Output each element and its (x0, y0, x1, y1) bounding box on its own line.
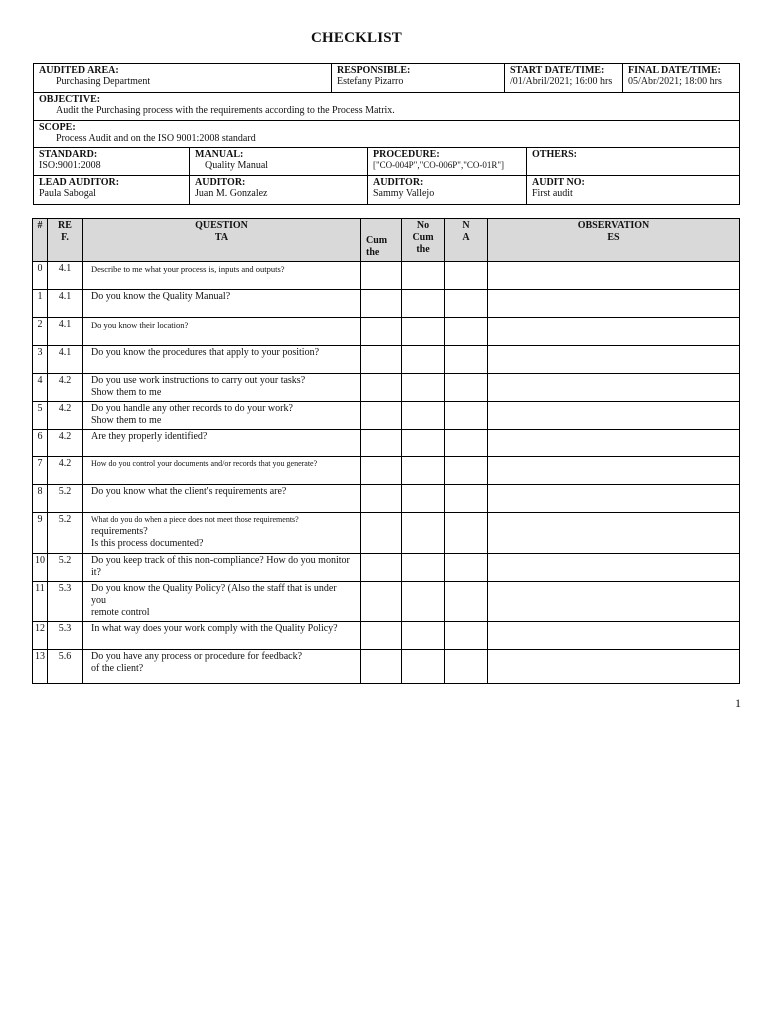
na-cell[interactable] (445, 262, 488, 290)
observation-cell[interactable] (488, 318, 740, 346)
audited-area-value: Purchasing Department (56, 76, 151, 87)
audit-no-label: AUDIT NO: (532, 177, 585, 188)
na-cell[interactable] (445, 513, 488, 554)
comply-cell[interactable] (361, 485, 402, 513)
row-ref: 5.3 (48, 582, 83, 622)
no-comply-cell[interactable] (402, 290, 445, 318)
no-comply-cell[interactable] (402, 554, 445, 582)
comply-cell[interactable] (361, 582, 402, 622)
col-comply-header: Cum the (361, 219, 402, 262)
no-comply-cell[interactable] (402, 457, 445, 485)
no-comply-cell[interactable] (402, 513, 445, 554)
comply-cell[interactable] (361, 262, 402, 290)
audit-no-value: First audit (532, 188, 573, 199)
row-number: 6 (33, 430, 48, 457)
no-comply-cell[interactable] (402, 622, 445, 650)
start-date-cell (505, 64, 623, 93)
observation-cell[interactable] (488, 485, 740, 513)
table-row (33, 582, 740, 622)
responsible-cell (332, 64, 505, 93)
row-question: Do you keep track of this non-compliance? How do you monitor it? (83, 554, 361, 582)
row-ref: 4.1 (48, 318, 83, 346)
table-row (33, 513, 740, 554)
audit-info-table (33, 63, 740, 148)
observation-cell[interactable] (488, 650, 740, 684)
auditor-2-label: AUDITOR: (373, 177, 424, 188)
table-row (33, 290, 740, 318)
row-number: 7 (33, 457, 48, 485)
row-question: Are they properly identified? (83, 430, 361, 457)
auditor-1-cell (190, 176, 368, 205)
no-comply-cell[interactable] (402, 318, 445, 346)
row-number: 3 (33, 346, 48, 374)
scope-label: SCOPE: (39, 122, 76, 133)
final-date-label: FINAL DATE/TIME: (628, 65, 721, 76)
observation-cell[interactable] (488, 374, 740, 402)
row-question: Do you handle any other records to do your work? Show them to me (83, 402, 361, 430)
row-number: 12 (33, 622, 48, 650)
na-cell[interactable] (445, 582, 488, 622)
standard-label: STANDARD: (39, 149, 98, 160)
table-row (33, 318, 740, 346)
row-ref: 4.1 (48, 346, 83, 374)
manual-value: Quality Manual (205, 160, 269, 171)
row-question: Do you know the Quality Policy? (Also the staff that is under you remote control (83, 582, 361, 622)
comply-cell[interactable] (361, 374, 402, 402)
table-row (33, 262, 740, 290)
no-comply-cell[interactable] (402, 346, 445, 374)
table-row (33, 374, 740, 402)
na-cell[interactable] (445, 318, 488, 346)
row-number: 2 (33, 318, 48, 346)
auditor-2-cell (368, 176, 527, 205)
auditor-1-label: AUDITOR: (195, 177, 246, 188)
objective-cell (34, 93, 740, 121)
table-header-row (33, 219, 740, 262)
row-ref: 4.2 (48, 402, 83, 430)
auditor-1-value: Juan M. Gonzalez (195, 188, 268, 199)
comply-cell[interactable] (361, 622, 402, 650)
procedure-cell (368, 148, 527, 176)
table-row (33, 430, 740, 457)
observation-cell[interactable] (488, 430, 740, 457)
row-ref: 5.6 (48, 650, 83, 684)
row-number: 13 (33, 650, 48, 684)
observation-cell[interactable] (488, 402, 740, 430)
comply-cell[interactable] (361, 650, 402, 684)
objective-label: OBJECTIVE: (39, 94, 101, 105)
row-number: 8 (33, 485, 48, 513)
row-question: What do you do when a piece does not meet those requirements? requirements? Is this process documented? (83, 513, 361, 554)
comply-cell[interactable] (361, 346, 402, 374)
no-comply-cell[interactable] (402, 402, 445, 430)
others-label: OTHERS: (532, 149, 578, 160)
objective-value: Audit the Purchasing process with the requirements according to the Process Matrix. (56, 105, 395, 116)
comply-cell[interactable] (361, 290, 402, 318)
manual-cell (190, 148, 368, 176)
row-ref: 5.2 (48, 513, 83, 554)
row-ref: 4.1 (48, 290, 83, 318)
row-number: 10 (33, 554, 48, 582)
na-cell[interactable] (445, 290, 488, 318)
na-cell[interactable] (445, 622, 488, 650)
audited-area-cell (34, 64, 332, 93)
row-question: Do you know what the client's requirements are? (83, 485, 361, 513)
no-comply-cell[interactable] (402, 650, 445, 684)
row-question: Describe to me what your process is, inputs and outputs? (83, 262, 361, 290)
standard-cell (34, 148, 190, 176)
no-comply-cell[interactable] (402, 262, 445, 290)
procedure-value: ["CO-004P","CO-006P","CO-01R"] (373, 160, 505, 170)
na-cell[interactable] (445, 650, 488, 684)
observation-cell[interactable] (488, 290, 740, 318)
row-question: Do you use work instructions to carry out your tasks? Show them to me (83, 374, 361, 402)
na-cell[interactable] (445, 485, 488, 513)
comply-cell[interactable] (361, 318, 402, 346)
row-number: 5 (33, 402, 48, 430)
standard-value: ISO:9001:2008 (39, 160, 101, 171)
observation-cell[interactable] (488, 346, 740, 374)
no-comply-cell[interactable] (402, 430, 445, 457)
row-ref: 4.2 (48, 374, 83, 402)
no-comply-cell[interactable] (402, 374, 445, 402)
row-number: 11 (33, 582, 48, 622)
procedure-label: PROCEDURE: (373, 149, 440, 160)
na-cell[interactable] (445, 457, 488, 485)
document-title: CHECKLIST (311, 30, 402, 46)
observation-cell[interactable] (488, 262, 740, 290)
row-question: In what way does your work comply with the Quality Policy? (83, 622, 361, 650)
questions-table (32, 218, 740, 684)
observation-cell[interactable] (488, 457, 740, 485)
table-row (33, 485, 740, 513)
row-ref: 4.1 (48, 262, 83, 290)
observation-cell[interactable] (488, 622, 740, 650)
row-number: 4 (33, 374, 48, 402)
col-na-header: N A (445, 219, 488, 262)
row-number: 1 (33, 290, 48, 318)
na-cell[interactable] (445, 430, 488, 457)
row-ref: 5.2 (48, 485, 83, 513)
responsible-label: RESPONSIBLE: (337, 65, 411, 76)
col-no-comply-header: No Cum the (402, 219, 445, 262)
lead-auditor-label: LEAD AUDITOR: (39, 177, 120, 188)
row-ref: 4.2 (48, 457, 83, 485)
table-row (33, 650, 740, 684)
col-number-header: # (33, 219, 48, 262)
scope-value: Process Audit and on the ISO 9001:2008 standard (56, 133, 256, 144)
manual-label: MANUAL: (195, 149, 244, 160)
no-comply-cell[interactable] (402, 582, 445, 622)
na-cell[interactable] (445, 554, 488, 582)
table-row (33, 554, 740, 582)
observation-cell[interactable] (488, 513, 740, 554)
responsible-value: Estefany Pizarro (337, 76, 404, 87)
col-observations-header: OBSERVATION ES (488, 219, 740, 262)
table-row (33, 402, 740, 430)
row-number: 0 (33, 262, 48, 290)
auditor-2-value: Sammy Vallejo (373, 188, 435, 199)
row-question: Do you know the procedures that apply to your position? (83, 346, 361, 374)
row-ref: 4.2 (48, 430, 83, 457)
table-row (33, 622, 740, 650)
final-date-value: 05/Abr/2021; 18:00 hrs (628, 76, 722, 87)
col-question-header: QUESTION TA (83, 219, 361, 262)
lead-auditor-value: Paula Sabogal (39, 188, 96, 199)
audit-no-cell (527, 176, 740, 205)
observation-cell[interactable] (488, 554, 740, 582)
lead-auditor-cell (34, 176, 190, 205)
comply-cell[interactable] (361, 457, 402, 485)
row-ref: 5.2 (48, 554, 83, 582)
comply-cell[interactable] (361, 513, 402, 554)
comply-cell[interactable] (361, 554, 402, 582)
na-cell[interactable] (445, 374, 488, 402)
page-number: 1 (735, 696, 741, 710)
comply-cell[interactable] (361, 430, 402, 457)
col-ref-header: RE F. (48, 219, 83, 262)
na-cell[interactable] (445, 402, 488, 430)
table-row (33, 457, 740, 485)
row-question: Do you know the Quality Manual? (83, 290, 361, 318)
no-comply-cell[interactable] (402, 485, 445, 513)
scope-cell (34, 121, 740, 148)
start-date-label: START DATE/TIME: (510, 65, 605, 76)
row-question: Do you know their location? (83, 318, 361, 346)
comply-cell[interactable] (361, 402, 402, 430)
others-cell (527, 148, 740, 176)
row-question: Do you have any process or procedure for feedback? of the client? (83, 650, 361, 684)
table-row (33, 346, 740, 374)
row-ref: 5.3 (48, 622, 83, 650)
start-date-value: /01/Abril/2021; 16:00 hrs (510, 76, 613, 87)
final-date-cell (623, 64, 740, 93)
audited-area-label: AUDITED AREA: (39, 65, 119, 76)
na-cell[interactable] (445, 346, 488, 374)
row-number: 9 (33, 513, 48, 554)
audit-details-table (33, 147, 740, 205)
observation-cell[interactable] (488, 582, 740, 622)
row-question: How do you control your documents and/or records that you generate? (83, 457, 361, 485)
